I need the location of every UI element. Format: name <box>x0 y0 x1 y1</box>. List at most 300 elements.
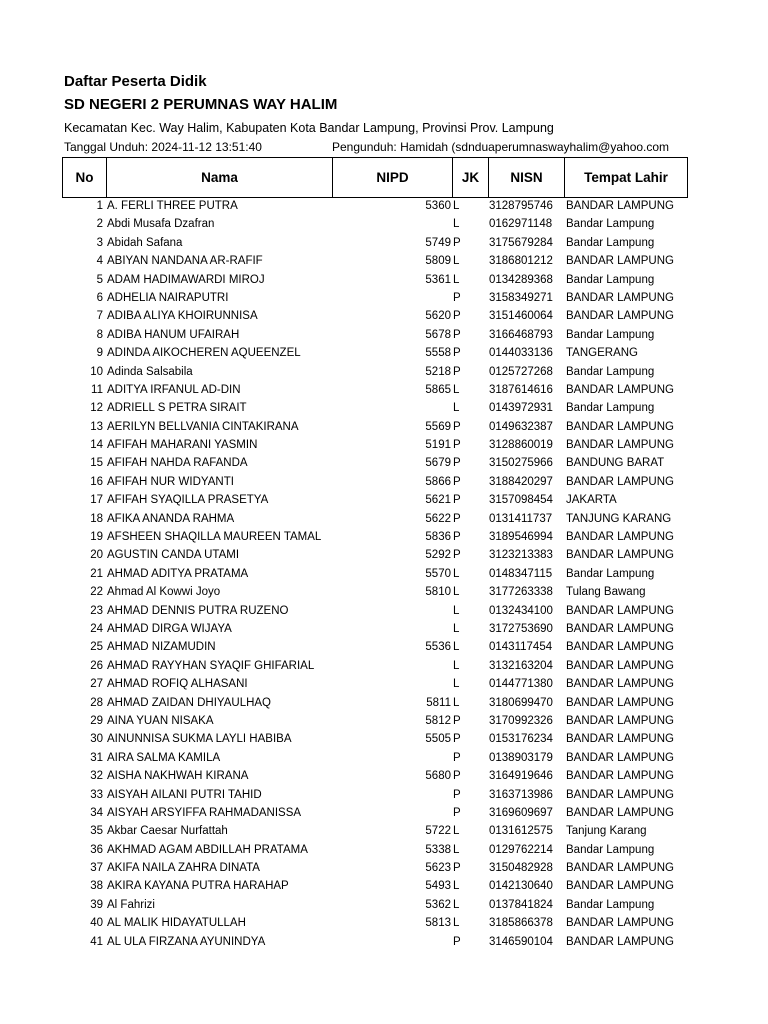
birthplace-cell: TANJUNG KARANG <box>566 512 672 525</box>
birthplace-cell: BANDAR LAMPUNG <box>566 696 674 709</box>
gender-cell: L <box>453 659 460 672</box>
student-table-body <box>62 197 688 951</box>
row-number: 13 <box>90 420 103 433</box>
student-row <box>62 326 688 344</box>
row-number: 6 <box>96 291 103 304</box>
nisn-cell: 0134289368 <box>489 273 553 286</box>
student-row <box>62 786 688 804</box>
downloader-info: Pengunduh: Hamidah (sdnduaperumnaswayhalim@yahoo.com <box>332 140 670 154</box>
nisn-cell: 3180699470 <box>489 696 553 709</box>
student-name: ADIBA HANUM UFAIRAH <box>107 328 240 341</box>
birthplace-cell: BANDAR LAMPUNG <box>566 420 674 433</box>
row-number: 38 <box>90 880 103 893</box>
student-name: AGUSTIN CANDA UTAMI <box>107 549 240 562</box>
student-name: AHMAD ROFIQ ALHASANI <box>107 678 248 691</box>
student-name: AFIFAH NUR WIDYANTI <box>107 475 234 488</box>
gender-cell: L <box>453 917 460 930</box>
nipd-cell: 5678 <box>425 328 451 341</box>
birthplace-cell: BANDAR LAMPUNG <box>566 531 674 544</box>
nisn-cell: 0143972931 <box>489 402 553 415</box>
student-row <box>62 363 688 381</box>
student-name: AKIRA KAYANA PUTRA HARAHAP <box>107 880 289 893</box>
row-number: 11 <box>91 383 103 396</box>
gender-cell: L <box>453 255 460 268</box>
row-number: 25 <box>90 641 103 654</box>
row-number: 35 <box>90 825 103 838</box>
nisn-cell: 3164919646 <box>489 770 553 783</box>
gender-cell: P <box>453 347 461 360</box>
birthplace-cell: BANDAR LAMPUNG <box>566 714 674 727</box>
row-number: 40 <box>90 917 103 930</box>
gender-cell: L <box>453 622 460 635</box>
birthplace-cell: Tanjung Karang <box>566 825 647 838</box>
birthplace-cell: BANDAR LAMPUNG <box>566 200 674 212</box>
student-row <box>62 307 688 325</box>
nisn-cell: 3128860019 <box>489 439 553 452</box>
student-name: AFIKA ANANDA RAHMA <box>107 512 235 525</box>
row-number: 19 <box>90 531 103 544</box>
nipd-cell: 5360 <box>425 200 451 212</box>
nipd-cell: 5749 <box>425 236 451 249</box>
gender-cell: P <box>453 420 461 433</box>
birthplace-cell: BANDAR LAMPUNG <box>566 255 674 268</box>
nisn-cell: 3175679284 <box>489 236 553 249</box>
gender-cell: P <box>453 439 461 452</box>
nipd-cell: 5809 <box>425 255 451 268</box>
gender-cell: P <box>453 512 461 525</box>
gender-cell: P <box>453 806 461 819</box>
student-name: ADAM HADIMAWARDI MIROJ <box>107 273 265 286</box>
birthplace-cell: BANDAR LAMPUNG <box>566 788 674 801</box>
birthplace-cell: BANDAR LAMPUNG <box>566 475 674 488</box>
nipd-cell: 5362 <box>425 898 451 911</box>
nisn-cell: 3158349271 <box>489 291 553 304</box>
nipd-cell <box>332 657 452 675</box>
gender-cell: L <box>453 898 460 911</box>
table-header <box>62 157 688 198</box>
nisn-cell: 0138903179 <box>489 751 553 764</box>
student-name: AHMAD DENNIS PUTRA RUZENO <box>107 604 289 617</box>
row-number: 2 <box>96 218 103 231</box>
student-name: Al Fahrizi <box>107 898 155 911</box>
gender-cell: P <box>453 457 461 470</box>
birthplace-cell: BANDUNG BARAT <box>566 457 665 470</box>
student-row <box>62 454 688 472</box>
birthplace-cell: BANDAR LAMPUNG <box>566 880 674 893</box>
birthplace-cell: BANDAR LAMPUNG <box>566 770 674 783</box>
gender-cell: P <box>453 935 461 948</box>
nisn-cell: 3146590104 <box>489 935 553 948</box>
student-name: ADHELIA NAIRAPUTRI <box>107 291 229 304</box>
nipd-cell: 5622 <box>425 512 451 525</box>
nipd-cell <box>332 804 452 822</box>
gender-cell: L <box>453 825 460 838</box>
row-number: 32 <box>90 770 103 783</box>
student-name: ADRIELL S PETRA SIRAIT <box>107 402 247 415</box>
nipd-cell: 5866 <box>425 475 451 488</box>
nisn-cell: 0148347115 <box>489 567 553 580</box>
birthplace-cell: Tulang Bawang <box>566 586 646 599</box>
birthplace-cell: BANDAR LAMPUNG <box>566 383 674 396</box>
student-name: AHMAD NIZAMUDIN <box>107 641 216 654</box>
nipd-cell <box>332 675 452 693</box>
student-row <box>62 804 688 822</box>
row-number: 34 <box>90 806 103 819</box>
student-row <box>62 675 688 693</box>
student-name: AFIFAH MAHARANI YASMIN <box>107 439 258 452</box>
nipd-cell <box>332 289 452 307</box>
row-number: 12 <box>90 402 103 415</box>
birthplace-cell: BANDAR LAMPUNG <box>566 862 674 875</box>
nipd-cell: 5191 <box>425 439 451 452</box>
student-row <box>62 583 688 601</box>
birthplace-cell: BANDAR LAMPUNG <box>566 659 674 672</box>
gender-cell: P <box>453 862 461 875</box>
student-row <box>62 546 688 564</box>
row-number: 7 <box>96 310 103 323</box>
row-number: 22 <box>90 586 103 599</box>
student-name: AHMAD DIRGA WIJAYA <box>107 622 232 635</box>
student-row <box>62 271 688 289</box>
student-row <box>62 234 688 252</box>
student-row <box>62 877 688 895</box>
birthplace-cell: BANDAR LAMPUNG <box>566 641 674 654</box>
birthplace-cell: Bandar Lampung <box>566 328 655 341</box>
nisn-cell: 0162971148 <box>489 218 553 231</box>
gender-cell: P <box>453 751 461 764</box>
birthplace-cell: BANDAR LAMPUNG <box>566 806 674 819</box>
row-number: 9 <box>96 347 103 360</box>
student-row <box>62 473 688 491</box>
student-name: AHMAD RAYYHAN SYAQIF GHIFARIAL <box>107 659 315 672</box>
nisn-cell: 3187614616 <box>489 383 553 396</box>
student-name: AKIFA NAILA ZAHRA DINATA <box>107 862 260 875</box>
nipd-cell: 5569 <box>425 420 451 433</box>
region-info: Kecamatan Kec. Way Halim, Kabupaten Kota Bandar Lampung, Provinsi Prov. Lampung <box>64 121 554 135</box>
student-row <box>62 289 688 307</box>
nisn-cell: 0144771380 <box>489 678 553 691</box>
row-number: 16 <box>90 475 103 488</box>
student-row <box>62 491 688 509</box>
nipd-cell: 5620 <box>425 310 451 323</box>
nisn-cell: 0137841824 <box>489 898 553 911</box>
birthplace-cell: TANGERANG <box>566 347 638 360</box>
row-number: 3 <box>96 236 103 249</box>
birthplace-cell: JAKARTA <box>566 494 617 507</box>
birthplace-cell: BANDAR LAMPUNG <box>566 291 674 304</box>
birthplace-cell: Bandar Lampung <box>566 218 655 231</box>
nipd-cell <box>332 399 452 417</box>
nipd-cell: 5722 <box>425 825 451 838</box>
student-row <box>62 418 688 436</box>
nisn-cell: 0125727268 <box>489 365 553 378</box>
student-name: AINUNNISA SUKMA LAYLI HABIBA <box>107 733 292 746</box>
row-number: 33 <box>90 788 103 801</box>
nipd-cell: 5218 <box>425 365 451 378</box>
nisn-cell: 0132434100 <box>489 604 553 617</box>
student-row <box>62 602 688 620</box>
student-row <box>62 197 688 215</box>
student-name: AERILYN BELLVANIA CINTAKIRANA <box>107 420 299 433</box>
row-number: 4 <box>96 255 103 268</box>
student-name: AFIFAH SYAQILLA PRASETYA <box>107 494 269 507</box>
nipd-cell: 5680 <box>425 770 451 783</box>
student-row <box>62 694 688 712</box>
row-number: 27 <box>90 678 103 691</box>
nipd-cell: 5558 <box>425 347 451 360</box>
birthplace-cell: Bandar Lampung <box>566 843 655 856</box>
column-header-nama: Nama <box>106 157 332 198</box>
student-name: AINA YUAN NISAKA <box>107 714 214 727</box>
student-name: Akbar Caesar Nurfattah <box>107 825 228 838</box>
gender-cell: P <box>453 770 461 783</box>
student-row <box>62 841 688 859</box>
nisn-cell: 3177263338 <box>489 586 553 599</box>
birthplace-cell: Bandar Lampung <box>566 236 655 249</box>
row-number: 24 <box>90 622 103 635</box>
nipd-cell: 5621 <box>425 494 451 507</box>
student-name: AKHMAD AGAM ABDILLAH PRATAMA <box>107 843 308 856</box>
birthplace-cell: Bandar Lampung <box>566 402 655 415</box>
nisn-cell: 3163713986 <box>489 788 553 801</box>
nipd-cell <box>332 215 452 233</box>
nipd-cell: 5338 <box>425 843 451 856</box>
birthplace-cell: Bandar Lampung <box>566 365 655 378</box>
nisn-cell: 0144033136 <box>489 347 553 360</box>
gender-cell: L <box>453 586 460 599</box>
nisn-cell: 3185866378 <box>489 917 553 930</box>
birthplace-cell: Bandar Lampung <box>566 567 655 580</box>
student-name: AL ULA FIRZANA AYUNINDYA <box>107 935 266 948</box>
student-name: AL MALIK HIDAYATULLAH <box>107 917 246 930</box>
nipd-cell: 5623 <box>425 862 451 875</box>
student-name: ADINDA AIKOCHEREN AQUEENZEL <box>107 347 301 360</box>
row-number: 31 <box>90 751 103 764</box>
student-row <box>62 730 688 748</box>
gender-cell: P <box>453 531 461 544</box>
column-header-no: No <box>62 157 106 198</box>
column-header-jk: JK <box>452 157 488 198</box>
birthplace-cell: BANDAR LAMPUNG <box>566 310 674 323</box>
nisn-cell: 3189546994 <box>489 531 553 544</box>
nipd-cell: 5679 <box>425 457 451 470</box>
row-number: 17 <box>90 494 103 507</box>
student-row <box>62 381 688 399</box>
student-row <box>62 896 688 914</box>
nipd-cell <box>332 620 452 638</box>
gender-cell: P <box>453 236 461 249</box>
gender-cell: L <box>453 273 460 286</box>
nisn-cell: 3132163204 <box>489 659 553 672</box>
birthplace-cell: BANDAR LAMPUNG <box>566 935 674 948</box>
gender-cell: L <box>453 383 460 396</box>
nisn-cell: 0143117454 <box>489 641 553 654</box>
birthplace-cell: BANDAR LAMPUNG <box>566 604 674 617</box>
student-row <box>62 657 688 675</box>
row-number: 41 <box>90 935 103 948</box>
nisn-cell: 3170992326 <box>489 714 553 727</box>
row-number: 29 <box>90 714 103 727</box>
student-row <box>62 528 688 546</box>
student-name: Abdi Musafa Dzafran <box>107 218 215 231</box>
nipd-cell: 5811 <box>426 696 451 709</box>
student-row <box>62 344 688 362</box>
row-number: 28 <box>90 696 103 709</box>
gender-cell: L <box>453 218 460 231</box>
download-date: Tanggal Unduh: 2024-11-12 13:51:40 <box>64 140 262 154</box>
row-number: 15 <box>90 457 103 470</box>
birthplace-cell: Bandar Lampung <box>566 273 655 286</box>
nisn-cell: 3151460064 <box>489 310 553 323</box>
row-number: 39 <box>90 898 103 911</box>
nipd-cell: 5361 <box>425 273 451 286</box>
gender-cell: P <box>453 328 461 341</box>
nipd-cell: 5810 <box>425 586 451 599</box>
birthplace-cell: BANDAR LAMPUNG <box>566 678 674 691</box>
nisn-cell: 3169609697 <box>489 806 553 819</box>
nisn-cell: 0129762214 <box>489 843 553 856</box>
gender-cell: P <box>453 475 461 488</box>
nipd-cell: 5493 <box>425 880 451 893</box>
gender-cell: P <box>453 788 461 801</box>
nipd-cell: 5812 <box>425 714 451 727</box>
student-name: ABIYAN NANDANA AR-RAFIF <box>107 255 263 268</box>
nisn-cell: 3166468793 <box>489 328 553 341</box>
gender-cell: L <box>453 402 460 415</box>
student-row <box>62 252 688 270</box>
nisn-cell: 3128795746 <box>489 200 553 212</box>
school-name: SD NEGERI 2 PERUMNAS WAY HALIM <box>64 96 338 113</box>
birthplace-cell: BANDAR LAMPUNG <box>566 751 674 764</box>
gender-cell: L <box>453 641 460 654</box>
gender-cell: L <box>453 200 460 212</box>
student-row <box>62 914 688 932</box>
gender-cell: P <box>453 310 461 323</box>
birthplace-cell: Bandar Lampung <box>566 898 655 911</box>
birthplace-cell: BANDAR LAMPUNG <box>566 733 674 746</box>
student-name: ADITYA IRFANUL AD-DIN <box>107 383 241 396</box>
birthplace-cell: BANDAR LAMPUNG <box>566 622 674 635</box>
row-number: 26 <box>90 659 103 672</box>
column-header-nipd: NIPD <box>332 157 452 198</box>
nisn-cell: 0131612575 <box>489 825 553 838</box>
row-number: 8 <box>96 328 103 341</box>
nipd-cell <box>332 749 452 767</box>
gender-cell: P <box>453 291 461 304</box>
nipd-cell: 5813 <box>425 917 451 930</box>
gender-cell: L <box>453 604 460 617</box>
student-name: Abidah Safana <box>107 236 183 249</box>
student-name: AISYAH AILANI PUTRI TAHID <box>107 788 262 801</box>
row-number: 20 <box>90 549 103 562</box>
student-row <box>62 712 688 730</box>
student-name: ADIBA ALIYA KHOIRUNNISA <box>107 310 258 323</box>
nisn-cell: 0131411737 <box>489 512 553 525</box>
nipd-cell: 5570 <box>425 567 451 580</box>
nipd-cell: 5865 <box>425 383 451 396</box>
nipd-cell <box>332 602 452 620</box>
student-name: AIRA SALMA KAMILA <box>107 751 221 764</box>
student-name: AFSHEEN SHAQILLA MAUREEN TAMAL <box>107 531 322 544</box>
gender-cell: L <box>453 696 460 709</box>
student-name: Adinda Salsabila <box>107 365 193 378</box>
gender-cell: P <box>453 494 461 507</box>
row-number: 21 <box>90 567 103 580</box>
student-row <box>62 510 688 528</box>
nisn-cell: 3157098454 <box>489 494 553 507</box>
student-row <box>62 638 688 656</box>
nisn-cell: 3150482928 <box>489 862 553 875</box>
nisn-cell: 3123213383 <box>489 549 553 562</box>
row-number: 10 <box>90 365 103 378</box>
student-row <box>62 436 688 454</box>
gender-cell: P <box>453 714 461 727</box>
student-name: A. FERLI THREE PUTRA <box>107 200 238 212</box>
document-title: Daftar Peserta Didik <box>64 73 207 90</box>
row-number: 14 <box>90 439 103 452</box>
birthplace-cell: BANDAR LAMPUNG <box>566 549 674 562</box>
gender-cell: P <box>453 549 461 562</box>
gender-cell: L <box>453 843 460 856</box>
birthplace-cell: BANDAR LAMPUNG <box>566 439 674 452</box>
student-row <box>62 822 688 840</box>
student-row <box>62 859 688 877</box>
student-name: AHMAD ADITYA PRATAMA <box>107 567 249 580</box>
nipd-cell: 5292 <box>425 549 451 562</box>
nipd-cell: 5836 <box>425 531 451 544</box>
student-name: Ahmad Al Kowwi Joyo <box>107 586 221 599</box>
student-row <box>62 749 688 767</box>
gender-cell: P <box>453 733 461 746</box>
row-number: 1 <box>96 200 103 212</box>
row-number: 36 <box>90 843 103 856</box>
column-header-nisn: NISN <box>488 157 564 198</box>
student-row <box>62 933 688 951</box>
row-number: 37 <box>90 862 103 875</box>
birthplace-cell: BANDAR LAMPUNG <box>566 917 674 930</box>
row-number: 23 <box>90 604 103 617</box>
student-row <box>62 767 688 785</box>
nisn-cell: 3188420297 <box>489 475 553 488</box>
nisn-cell: 3150275966 <box>489 457 553 470</box>
student-row <box>62 565 688 583</box>
column-header-tempat-lahir: Tempat Lahir <box>564 157 688 198</box>
row-number: 18 <box>90 512 103 525</box>
student-row <box>62 620 688 638</box>
nipd-cell <box>332 786 452 804</box>
nipd-cell: 5505 <box>425 733 451 746</box>
nisn-cell: 3186801212 <box>489 255 553 268</box>
nisn-cell: 0153176234 <box>489 733 553 746</box>
nipd-cell: 5536 <box>425 641 451 654</box>
student-row <box>62 399 688 417</box>
nisn-cell: 3172753690 <box>489 622 553 635</box>
row-number: 30 <box>90 733 103 746</box>
nipd-cell <box>332 933 452 951</box>
student-name: AHMAD ZAIDAN DHIYAULHAQ <box>107 696 272 709</box>
student-name: AISHA NAKHWAH KIRANA <box>107 770 249 783</box>
row-number: 5 <box>96 273 103 286</box>
gender-cell: L <box>453 880 460 893</box>
nisn-cell: 0142130640 <box>489 880 553 893</box>
student-name: AFIFAH NAHDA RAFANDA <box>107 457 248 470</box>
student-row <box>62 215 688 233</box>
nisn-cell: 0149632387 <box>489 420 553 433</box>
gender-cell: L <box>453 567 460 580</box>
student-name: AISYAH ARSYIFFA RAHMADANISSA <box>107 806 302 819</box>
gender-cell: P <box>453 365 461 378</box>
gender-cell: L <box>453 678 460 691</box>
